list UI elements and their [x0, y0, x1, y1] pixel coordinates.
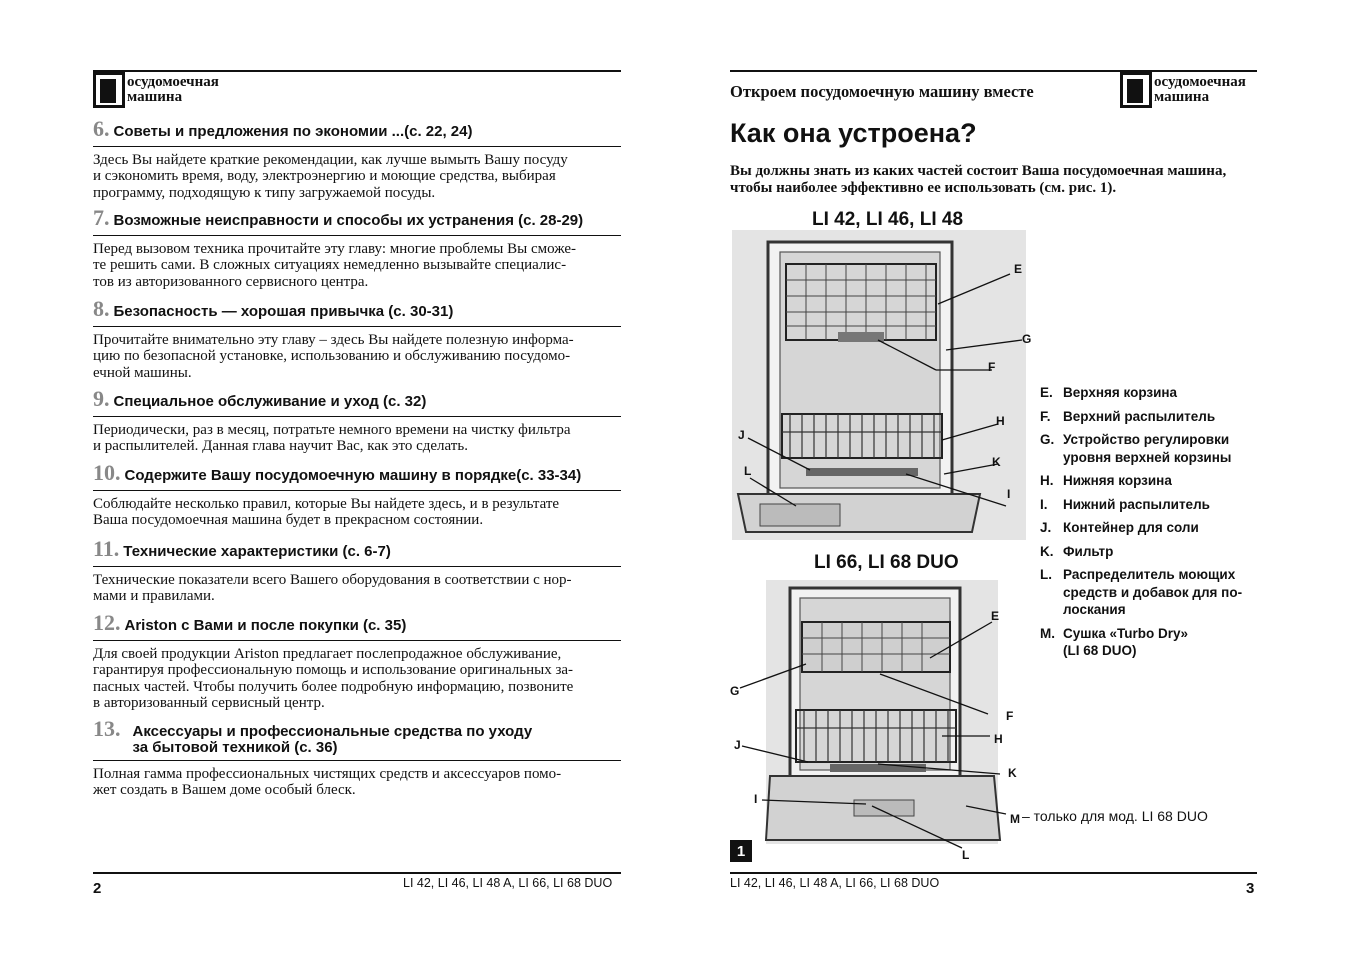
- dishwasher-figure-top: [730, 228, 1050, 548]
- fig1-label-G: G: [1022, 332, 1032, 346]
- page-number-left: 2: [93, 880, 102, 897]
- section-rule: [93, 416, 621, 417]
- legend-text: Контейнер для соли: [1063, 520, 1199, 535]
- body-line: в авторизованный сервисный центр.: [93, 694, 325, 711]
- legend-key: M.: [1040, 625, 1055, 641]
- fig1-label-K: K: [992, 455, 1001, 469]
- section-number: 13.: [93, 716, 121, 741]
- section-title: Содержите Вашу посудомоечную машину в порядке(с. 33-34): [124, 467, 582, 484]
- legend-item: [1040, 566, 1300, 619]
- detergent-dispenser: [854, 800, 914, 816]
- legend-item: [1040, 472, 1300, 490]
- fig2-label-K: K: [1008, 766, 1017, 780]
- logo-square-icon: [93, 72, 125, 108]
- brand-line-1: осудомоечная: [127, 74, 219, 90]
- section-rule: [93, 760, 621, 761]
- body-line: Соблюдайте несколько правил, которые Вы найдете здесь, и в результате: [93, 496, 560, 512]
- fig2-label-I: I: [754, 792, 758, 806]
- legend-text: Верхний распылитель: [1063, 408, 1216, 424]
- detergent-dispenser: [760, 504, 840, 526]
- section-6: [93, 116, 621, 201]
- page-title: Как она устроена?: [730, 118, 977, 148]
- section-rule: [93, 235, 621, 236]
- section-number: 8.: [93, 296, 110, 321]
- section-rule: [93, 490, 621, 491]
- legend-key: F.: [1040, 408, 1051, 424]
- body-line: гарантируя профессиональную помощь и использование оригинальных за-: [93, 662, 574, 679]
- legend-key: G.: [1040, 432, 1055, 447]
- upper-spray-arm: [838, 332, 884, 342]
- body-line: и сэкономить время, воду, электроэнергию и моющие средства, выбирая: [93, 168, 556, 185]
- legend-key: I.: [1040, 496, 1048, 512]
- fig2-label-M: M: [1010, 812, 1020, 826]
- brand-logo-right: [1120, 72, 1246, 108]
- section-body: [93, 422, 621, 455]
- section-title: Аксессуары и профессиональные средства по уходу за бытовой техникой (с. 36): [132, 723, 533, 756]
- body-line: пасных частей. Чтобы получить более подробную информацию, позвоните: [93, 678, 574, 695]
- section-rule: [93, 146, 621, 147]
- fig2-label-G: G: [730, 684, 740, 698]
- fig2-label-E: E: [991, 609, 1000, 623]
- bottom-rule: [93, 872, 621, 874]
- legend-text: Нижний распылитель: [1063, 496, 1210, 512]
- section-heading: [93, 386, 621, 412]
- section-body: [93, 241, 621, 290]
- fig2-label-F: F: [1006, 709, 1014, 723]
- body-line: те решить сами. В сложных ситуациях немедленно вызывайте специалис-: [93, 257, 567, 274]
- legend-item: [1040, 625, 1300, 660]
- section-heading: [93, 460, 621, 486]
- parts-legend: [1040, 384, 1300, 666]
- section-heading: [93, 205, 621, 231]
- intro-text: Вы должны знать из каких частей состоит Ваша посудомоечная машина, чтобы наиболее эффективно ее использовать (см. рис. 1).: [730, 163, 1227, 196]
- section-body: [93, 646, 621, 711]
- legend-key: J.: [1040, 520, 1052, 535]
- section-body: [93, 332, 621, 381]
- legend-key: L.: [1040, 567, 1052, 582]
- fig1-label-I: I: [1007, 487, 1011, 501]
- body-line: Технические показатели всего Вашего оборудования в соответствии с нор-: [93, 572, 572, 588]
- body-line: Для своей продукции Ariston предлагает послепродажное обслуживание,: [93, 646, 562, 662]
- legend-text: Фильтр: [1063, 543, 1114, 559]
- body-line: Перед вызовом техника прочитайте эту главу: многие проблемы Вы сможе-: [93, 241, 577, 257]
- section-title: Ariston с Вами и после покупки (с. 35): [124, 617, 407, 634]
- section-body: [93, 152, 621, 201]
- brand-logo: [93, 72, 219, 108]
- section-number: 10.: [93, 460, 121, 485]
- footer-models-left: LI 42, LI 46, LI 48 A, LI 66, LI 68 DUO: [403, 876, 613, 890]
- section-rule: [93, 566, 621, 567]
- brand-line-1: осудомоечная: [1154, 74, 1246, 90]
- fig1-label-L: L: [744, 464, 752, 478]
- section-body: [93, 572, 621, 605]
- body-line: жет создать в Вашем доме особый блеск.: [93, 782, 356, 799]
- legend-key: K.: [1040, 543, 1054, 559]
- section-11: [93, 536, 621, 605]
- fig1-label-F: F: [988, 360, 996, 374]
- footer-models-right: LI 42, LI 46, LI 48 A, LI 66, LI 68 DUO: [730, 876, 940, 890]
- legend-text: Сушка «Turbo Dry» (LI 68 DUO): [1063, 625, 1189, 658]
- section-number: 9.: [93, 386, 110, 411]
- body-line: и распылителей. Данная глава научит Вас, как это сделать.: [93, 438, 468, 455]
- section-body: [93, 496, 621, 529]
- legend-text: Устройство регулировки уровня верхней корзины: [1063, 432, 1232, 465]
- section-13: [93, 716, 621, 799]
- model2-title: LI 66, LI 68 DUO: [814, 552, 959, 573]
- legend-item: [1040, 408, 1300, 426]
- section-heading: [93, 610, 621, 636]
- section-rule: [93, 326, 621, 327]
- section-heading: [93, 716, 621, 756]
- legend-text: Верхняя корзина: [1063, 385, 1178, 400]
- bottom-rule-right: [730, 872, 1257, 874]
- section-10: [93, 460, 621, 529]
- right-page: [676, 0, 1351, 954]
- fig2-label-J: J: [734, 738, 741, 752]
- fig1-label-E: E: [1014, 262, 1023, 276]
- body-line: тов из авторизованного сервисного центра.: [93, 273, 369, 290]
- figure-number-badge: 1: [730, 840, 752, 862]
- body-line: программу, подходящую к типу загружаемой посуды.: [93, 184, 436, 201]
- fig1-label-J: J: [738, 428, 745, 442]
- fig1-label-H: H: [996, 414, 1005, 428]
- section-7: [93, 205, 621, 290]
- body-line: Здесь Вы найдете краткие рекомендации, как лучше вымыть Вашу посуду: [93, 152, 568, 168]
- body-line: Ваша посудомоечная машина будет в прекрасном состоянии.: [93, 512, 484, 529]
- section-body: [93, 766, 621, 799]
- body-line: цию по безопасной установке, использованию и обслуживанию посудомо-: [93, 348, 571, 365]
- legend-item: [1040, 519, 1300, 537]
- tub-inner: [780, 252, 940, 488]
- legend-key: H.: [1040, 473, 1054, 488]
- body-line: ечной машины.: [93, 364, 192, 381]
- model1-title: LI 42, LI 46, LI 48: [812, 209, 964, 230]
- lower-spray-arm: [830, 764, 926, 772]
- running-header: Откроем посудомоечную машину вместе: [730, 82, 1034, 101]
- section-12: [93, 610, 621, 711]
- section-title: Технические характеристики (с. 6-7): [123, 543, 391, 560]
- section-number: 6.: [93, 116, 110, 141]
- section-number: 12.: [93, 610, 121, 635]
- logo-square-icon: [1120, 72, 1152, 108]
- section-heading: [93, 536, 621, 562]
- legend-item: [1040, 543, 1300, 561]
- legend-text: Распределитель моющих средств и добавок для по- лоскания: [1063, 567, 1243, 617]
- lower-spray-arm: [806, 468, 918, 476]
- legend-text: Нижняя корзина: [1063, 473, 1172, 488]
- legend-key: E.: [1040, 385, 1053, 400]
- fig2-label-L: L: [962, 848, 970, 862]
- legend-item: [1040, 431, 1300, 466]
- body-line: Прочитайте внимательно эту главу – здесь Вы найдете полезную информа-: [93, 332, 574, 348]
- section-8: [93, 296, 621, 381]
- section-heading: [93, 296, 621, 322]
- section-heading: [93, 116, 621, 142]
- section-number: 7.: [93, 205, 110, 230]
- section-title: Советы и предложения по экономии ...(с. 22, 24): [113, 123, 473, 140]
- section-title: Безопасность — хорошая привычка (с. 30-31): [113, 303, 454, 320]
- body-line: Полная гамма профессиональных чистящих средств и аксессуаров помо-: [93, 766, 562, 782]
- m-note: – только для мод. LI 68 DUO: [1022, 808, 1208, 824]
- body-line: мами и правилами.: [93, 588, 215, 605]
- section-rule: [93, 640, 621, 641]
- section-title: Возможные неисправности и способы их устранения (с. 28-29): [113, 212, 584, 229]
- fig2-label-H: H: [994, 732, 1003, 746]
- legend-item: [1040, 496, 1300, 514]
- brand-line-2: машина: [127, 89, 183, 105]
- section-title: Специальное обслуживание и уход (с. 32): [113, 393, 427, 410]
- legend-item: [1040, 384, 1300, 402]
- brand-line-2: машина: [1154, 89, 1210, 105]
- body-line: Периодически, раз в месяц, потратьте немного времени на чистку фильтра: [93, 422, 571, 438]
- upper-basket: [802, 622, 950, 672]
- page-number-right: 3: [1246, 880, 1255, 897]
- section-9: [93, 386, 621, 455]
- section-number: 11.: [93, 536, 120, 561]
